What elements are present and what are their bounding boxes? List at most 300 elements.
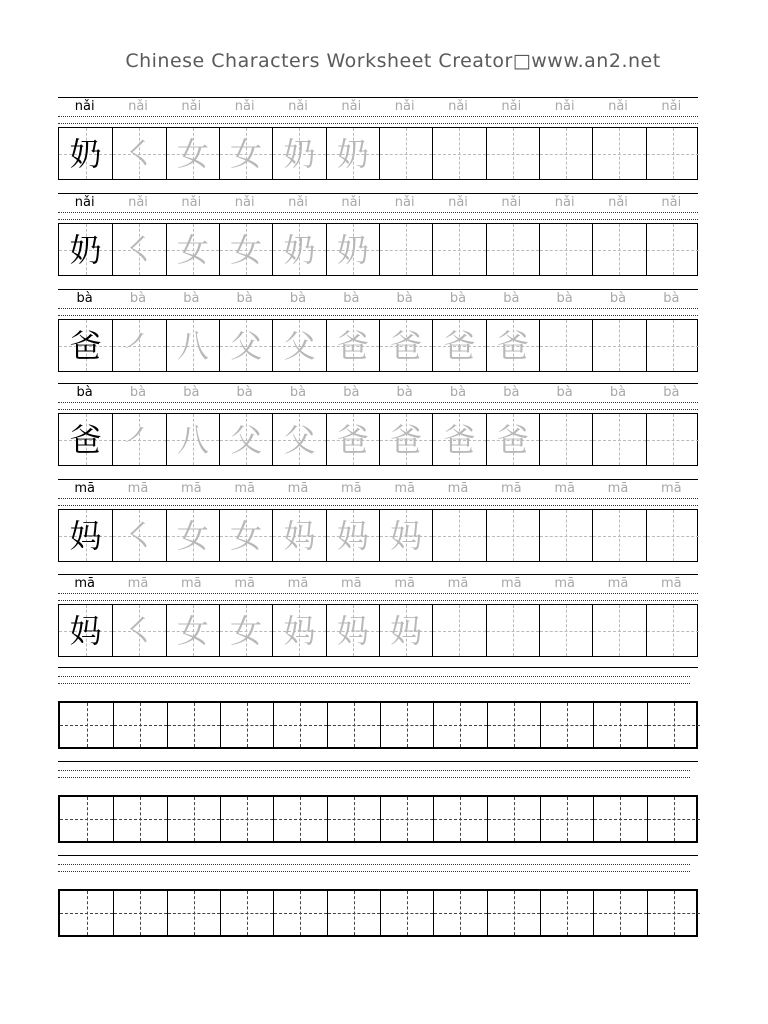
blank-cell[interactable] — [167, 703, 220, 747]
pinyin-guide-line — [58, 308, 698, 309]
blank-cell[interactable] — [380, 891, 433, 935]
pinyin-guide-line — [58, 871, 690, 872]
pinyin-trace: nǎi — [485, 98, 538, 116]
pinyin-guide-line — [58, 505, 698, 506]
pinyin-guide-line — [58, 676, 690, 677]
pinyin-trace: nǎi — [378, 98, 431, 116]
stroke-stage: ⼥ — [176, 516, 209, 555]
pinyin-trace: nǎi — [538, 194, 591, 212]
grid-guide — [274, 819, 326, 820]
page-title: Chinese Characters Worksheet Creator□www.an2.net — [125, 50, 661, 72]
trace-cell[interactable] — [486, 320, 539, 371]
trace-cell[interactable] — [219, 224, 272, 275]
stroke-stage: ㇛ — [123, 516, 156, 555]
pinyin-label: bà — [58, 290, 111, 308]
trace-cell[interactable] — [379, 128, 432, 179]
stroke-stage: 妈 — [283, 611, 316, 650]
trace-cell[interactable] — [539, 128, 592, 179]
grid-guide — [488, 725, 540, 726]
pinyin-guide-line — [58, 777, 690, 778]
blank-cell[interactable] — [380, 797, 433, 841]
blank-cell[interactable] — [220, 703, 273, 747]
trace-cell[interactable] — [486, 414, 539, 465]
pinyin-trace: mā — [218, 575, 271, 593]
stroke-stage: 爸 — [443, 420, 476, 459]
trace-cell[interactable] — [326, 605, 379, 656]
pinyin-trace: mā — [165, 480, 218, 498]
stroke-stage: ㇛ — [123, 134, 156, 173]
stroke-stage: 奶 — [283, 230, 316, 269]
pinyin-trace: nǎi — [538, 98, 591, 116]
pinyin-trace: nǎi — [111, 194, 164, 212]
pinyin-trace: nǎi — [325, 194, 378, 212]
stroke-stage: ⼥ — [176, 134, 209, 173]
pinyin-trace: nǎi — [271, 98, 324, 116]
trace-cell[interactable] — [646, 320, 699, 371]
stroke-stage: 爸 — [443, 326, 476, 365]
blank-cell[interactable] — [647, 891, 700, 935]
model-cell[interactable] — [59, 605, 112, 656]
grid-guide — [593, 250, 645, 251]
pinyin-trace: mā — [271, 575, 324, 593]
blank-cell[interactable] — [60, 891, 113, 935]
grid-guide — [540, 346, 592, 347]
pinyin-trace: bà — [645, 290, 698, 308]
trace-cell[interactable] — [166, 320, 219, 371]
stroke-stage: 八 — [176, 420, 209, 459]
trace-cell[interactable] — [486, 510, 539, 561]
model-cell[interactable] — [59, 320, 112, 371]
grid-guide — [168, 913, 220, 914]
trace-cell[interactable] — [646, 414, 699, 465]
stroke-stage: 八 — [176, 326, 209, 365]
pinyin-band — [58, 97, 698, 123]
blank-practice-row — [58, 667, 698, 749]
trace-cell[interactable] — [326, 320, 379, 371]
pinyin-trace: mā — [378, 480, 431, 498]
stroke-stage: 妈 — [336, 516, 369, 555]
grid-guide — [541, 819, 593, 820]
pinyin-trace: bà — [538, 384, 591, 402]
trace-cell[interactable] — [592, 605, 645, 656]
pinyin-guide-line — [58, 409, 698, 410]
grid-guide — [647, 250, 699, 251]
blank-cell[interactable] — [487, 891, 540, 935]
pinyin-trace: nǎi — [591, 98, 644, 116]
stroke-stage: 妈 — [390, 516, 423, 555]
pinyin-label: bà — [58, 384, 111, 402]
practice-row — [58, 574, 698, 660]
trace-cell[interactable] — [486, 224, 539, 275]
pinyin-trace: bà — [325, 290, 378, 308]
trace-cell[interactable] — [272, 414, 325, 465]
pinyin-trace: nǎi — [218, 98, 271, 116]
stroke-stage: 父 — [283, 326, 316, 365]
grid-guide — [647, 346, 699, 347]
trace-cell[interactable] — [646, 224, 699, 275]
grid-guide — [593, 536, 645, 537]
trace-cell[interactable] — [272, 605, 325, 656]
pinyin-band — [58, 383, 698, 409]
pinyin-guide-line — [58, 123, 698, 124]
pinyin-guide-line — [58, 864, 690, 865]
trace-cell[interactable] — [539, 414, 592, 465]
grid-guide — [221, 913, 273, 914]
grid-guide — [60, 725, 113, 726]
pinyin-trace: bà — [485, 384, 538, 402]
trace-cell[interactable] — [272, 320, 325, 371]
grid-guide — [433, 536, 485, 537]
model-character: 奶 — [69, 134, 102, 173]
blank-cell[interactable] — [327, 891, 380, 935]
grid-guide — [540, 250, 592, 251]
trace-cell[interactable] — [166, 510, 219, 561]
pinyin-trace: mā — [645, 575, 698, 593]
trace-cell[interactable] — [539, 510, 592, 561]
stroke-stage: 妈 — [390, 611, 423, 650]
grid-guide — [114, 819, 166, 820]
grid-guide — [648, 819, 700, 820]
stroke-stage: 妈 — [283, 516, 316, 555]
trace-cell[interactable] — [219, 510, 272, 561]
character-grid — [58, 509, 698, 562]
pinyin-trace: mā — [485, 480, 538, 498]
grid-guide — [221, 725, 273, 726]
trace-cell[interactable] — [592, 320, 645, 371]
pinyin-trace: mā — [111, 480, 164, 498]
grid-guide — [380, 154, 432, 155]
pinyin-trace: bà — [431, 290, 484, 308]
blank-cell[interactable] — [167, 891, 220, 935]
grid-guide — [114, 913, 166, 914]
model-character: 妈 — [69, 516, 102, 555]
pinyin-trace: nǎi — [378, 194, 431, 212]
trace-cell[interactable] — [166, 128, 219, 179]
pinyin-trace: mā — [271, 480, 324, 498]
trace-cell[interactable] — [592, 224, 645, 275]
pinyin-trace: bà — [591, 290, 644, 308]
pinyin-trace: bà — [165, 290, 218, 308]
blank-cell[interactable] — [433, 703, 486, 747]
grid-guide — [487, 154, 539, 155]
model-cell[interactable] — [59, 224, 112, 275]
pinyin-guide-line — [58, 315, 698, 316]
stroke-stage: 爸 — [336, 326, 369, 365]
pinyin-trace: bà — [431, 384, 484, 402]
pinyin-guide-line — [58, 219, 698, 220]
stroke-stage: 奶 — [336, 134, 369, 173]
character-grid — [58, 127, 698, 180]
grid-guide — [541, 913, 593, 914]
trace-cell[interactable] — [326, 414, 379, 465]
grid-guide — [593, 440, 645, 441]
blank-cell[interactable] — [273, 703, 326, 747]
grid-guide — [434, 819, 486, 820]
grid-guide — [328, 819, 380, 820]
grid-guide — [647, 154, 699, 155]
blank-cell[interactable] — [487, 703, 540, 747]
stroke-stage: 爸 — [390, 420, 423, 459]
pinyin-trace: nǎi — [325, 98, 378, 116]
stroke-stage: ⽗ — [230, 326, 263, 365]
pinyin-trace: nǎi — [165, 98, 218, 116]
pinyin-trace: nǎi — [111, 98, 164, 116]
stroke-stage: ⼥ — [176, 230, 209, 269]
grid-guide — [594, 913, 646, 914]
character-grid — [58, 604, 698, 657]
pinyin-trace: bà — [325, 384, 378, 402]
grid-guide — [647, 536, 699, 537]
stroke-stage: ㇒ — [123, 420, 156, 459]
trace-cell[interactable] — [112, 414, 165, 465]
model-character: 爸 — [69, 420, 102, 459]
pinyin-trace: nǎi — [645, 98, 698, 116]
pinyin-baseline — [58, 855, 698, 856]
grid-guide — [648, 725, 700, 726]
trace-cell[interactable] — [432, 414, 485, 465]
pinyin-guide-line — [58, 212, 698, 213]
grid-guide — [60, 819, 113, 820]
blank-cell[interactable] — [593, 797, 646, 841]
trace-cell[interactable] — [646, 605, 699, 656]
trace-cell[interactable] — [112, 128, 165, 179]
blank-cell[interactable] — [113, 703, 166, 747]
blank-cell[interactable] — [113, 797, 166, 841]
trace-cell[interactable] — [326, 510, 379, 561]
model-cell[interactable] — [59, 510, 112, 561]
pinyin-trace: mā — [325, 575, 378, 593]
blank-character-grid — [58, 889, 698, 937]
trace-cell[interactable] — [219, 128, 272, 179]
grid-guide — [540, 536, 592, 537]
grid-guide — [433, 154, 485, 155]
grid-guide — [540, 631, 592, 632]
trace-cell[interactable] — [326, 224, 379, 275]
pinyin-trace: mā — [591, 575, 644, 593]
pinyin-trace: mā — [218, 480, 271, 498]
blank-cell[interactable] — [60, 797, 113, 841]
pinyin-trace: bà — [111, 290, 164, 308]
practice-row — [58, 383, 698, 469]
pinyin-label: mā — [58, 480, 111, 498]
pinyin-guide-line — [58, 402, 698, 403]
trace-cell[interactable] — [539, 224, 592, 275]
grid-guide — [433, 250, 485, 251]
grid-guide — [434, 913, 486, 914]
blank-cell[interactable] — [540, 703, 593, 747]
blank-practice-row — [58, 855, 698, 937]
stroke-stage: ㇛ — [123, 611, 156, 650]
trace-cell[interactable] — [326, 128, 379, 179]
pinyin-trace: nǎi — [218, 194, 271, 212]
grid-guide — [648, 913, 700, 914]
trace-cell[interactable] — [592, 414, 645, 465]
stroke-stage: 爸 — [336, 420, 369, 459]
pinyin-trace: mā — [431, 575, 484, 593]
grid-guide — [221, 819, 273, 820]
pinyin-band — [58, 574, 698, 600]
stroke-stage: ㇛ — [123, 230, 156, 269]
pinyin-trace: bà — [645, 384, 698, 402]
trace-cell[interactable] — [219, 414, 272, 465]
grid-guide — [647, 631, 699, 632]
pinyin-trace: nǎi — [271, 194, 324, 212]
pinyin-trace: nǎi — [165, 194, 218, 212]
blank-cell[interactable] — [60, 703, 113, 747]
blank-cell[interactable] — [433, 891, 486, 935]
pinyin-guide-line — [58, 600, 698, 601]
grid-guide — [328, 725, 380, 726]
trace-cell[interactable] — [219, 605, 272, 656]
grid-guide — [488, 913, 540, 914]
model-character: 妈 — [69, 611, 102, 650]
grid-guide — [593, 346, 645, 347]
blank-cell[interactable] — [540, 797, 593, 841]
grid-guide — [381, 913, 433, 914]
practice-row — [58, 479, 698, 565]
stroke-stage: 爸 — [390, 326, 423, 365]
trace-cell[interactable] — [539, 320, 592, 371]
trace-cell[interactable] — [486, 128, 539, 179]
grid-guide — [540, 154, 592, 155]
grid-guide — [168, 725, 220, 726]
grid-guide — [381, 725, 433, 726]
trace-cell[interactable] — [112, 510, 165, 561]
trace-cell[interactable] — [432, 510, 485, 561]
grid-guide — [541, 725, 593, 726]
pinyin-guide-line — [58, 498, 698, 499]
trace-cell[interactable] — [112, 320, 165, 371]
blank-cell[interactable] — [593, 703, 646, 747]
trace-cell[interactable] — [272, 224, 325, 275]
trace-cell[interactable] — [379, 414, 432, 465]
pinyin-guide-line — [58, 770, 690, 771]
trace-cell[interactable] — [166, 414, 219, 465]
pinyin-baseline — [58, 667, 698, 668]
blank-cell[interactable] — [540, 891, 593, 935]
trace-cell[interactable] — [539, 605, 592, 656]
grid-guide — [487, 536, 539, 537]
trace-cell[interactable] — [432, 605, 485, 656]
pinyin-trace: mā — [538, 575, 591, 593]
pinyin-trace: bà — [165, 384, 218, 402]
grid-guide — [434, 725, 486, 726]
grid-guide — [540, 440, 592, 441]
trace-cell[interactable] — [379, 510, 432, 561]
trace-cell[interactable] — [592, 510, 645, 561]
grid-guide — [487, 631, 539, 632]
blank-cell[interactable] — [433, 797, 486, 841]
blank-character-grid — [58, 701, 698, 749]
trace-cell[interactable] — [486, 605, 539, 656]
grid-guide — [380, 250, 432, 251]
trace-cell[interactable] — [646, 510, 699, 561]
trace-cell[interactable] — [112, 605, 165, 656]
stroke-stage: 爸 — [496, 326, 529, 365]
grid-guide — [647, 440, 699, 441]
blank-practice-row — [58, 761, 698, 843]
trace-cell[interactable] — [112, 224, 165, 275]
blank-cell[interactable] — [220, 797, 273, 841]
blank-cell[interactable] — [167, 797, 220, 841]
blank-cell[interactable] — [647, 797, 700, 841]
blank-cell[interactable] — [647, 703, 700, 747]
pinyin-trace: mā — [378, 575, 431, 593]
stroke-stage: 女 — [230, 516, 263, 555]
grid-guide — [60, 913, 113, 914]
pinyin-band — [58, 289, 698, 315]
grid-guide — [433, 631, 485, 632]
blank-cell[interactable] — [220, 891, 273, 935]
trace-cell[interactable] — [432, 320, 485, 371]
pinyin-band — [58, 193, 698, 219]
pinyin-trace: bà — [538, 290, 591, 308]
pinyin-baseline — [58, 761, 698, 762]
trace-cell[interactable] — [592, 128, 645, 179]
pinyin-trace: mā — [645, 480, 698, 498]
pinyin-band — [58, 479, 698, 505]
pinyin-trace: bà — [485, 290, 538, 308]
pinyin-label: nǎi — [58, 98, 111, 116]
pinyin-trace: mā — [111, 575, 164, 593]
blank-cell[interactable] — [487, 797, 540, 841]
trace-cell[interactable] — [432, 224, 485, 275]
model-cell[interactable] — [59, 128, 112, 179]
pinyin-trace: nǎi — [431, 98, 484, 116]
grid-guide — [594, 725, 646, 726]
blank-cell[interactable] — [327, 703, 380, 747]
stroke-stage: 女 — [230, 611, 263, 650]
blank-cell[interactable] — [380, 703, 433, 747]
trace-cell[interactable] — [166, 605, 219, 656]
blank-cell[interactable] — [327, 797, 380, 841]
pinyin-trace: bà — [591, 384, 644, 402]
trace-cell[interactable] — [272, 510, 325, 561]
grid-guide — [594, 819, 646, 820]
trace-cell[interactable] — [219, 320, 272, 371]
pinyin-label: mā — [58, 575, 111, 593]
trace-cell[interactable] — [379, 320, 432, 371]
stroke-stage: 妈 — [336, 611, 369, 650]
model-character: 爸 — [69, 326, 102, 365]
trace-cell[interactable] — [272, 128, 325, 179]
pinyin-trace: bà — [378, 384, 431, 402]
pinyin-trace: bà — [271, 384, 324, 402]
pinyin-trace: bà — [271, 290, 324, 308]
blank-cell[interactable] — [273, 797, 326, 841]
stroke-stage: 爸 — [496, 420, 529, 459]
grid-guide — [593, 631, 645, 632]
blank-cell[interactable] — [113, 891, 166, 935]
grid-guide — [274, 913, 326, 914]
trace-cell[interactable] — [646, 128, 699, 179]
pinyin-trace: bà — [218, 290, 271, 308]
model-cell[interactable] — [59, 414, 112, 465]
stroke-stage: ㇒ — [123, 326, 156, 365]
pinyin-guide-line — [58, 593, 698, 594]
trace-cell[interactable] — [166, 224, 219, 275]
practice-row — [58, 289, 698, 375]
trace-cell[interactable] — [379, 605, 432, 656]
blank-cell[interactable] — [593, 891, 646, 935]
pinyin-trace: mā — [325, 480, 378, 498]
grid-guide — [381, 819, 433, 820]
blank-cell[interactable] — [273, 891, 326, 935]
grid-guide — [114, 725, 166, 726]
pinyin-trace: bà — [378, 290, 431, 308]
trace-cell[interactable] — [432, 128, 485, 179]
trace-cell[interactable] — [379, 224, 432, 275]
